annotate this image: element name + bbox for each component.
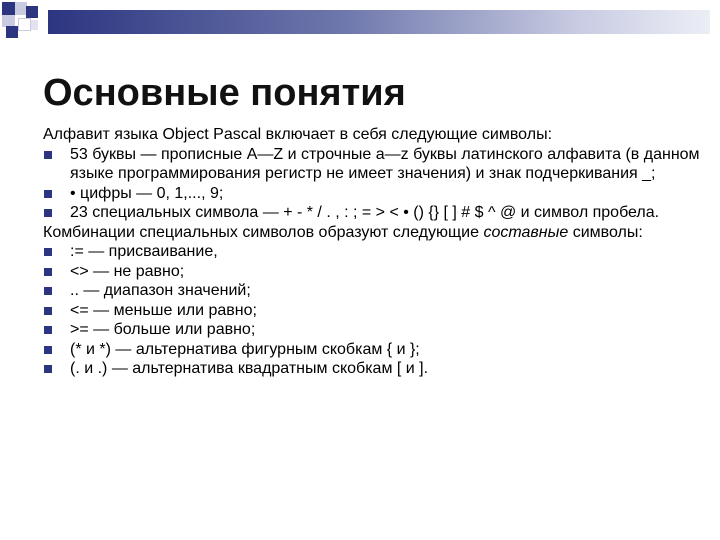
square-bullet-icon: [44, 287, 52, 295]
square-bullet-icon: [44, 268, 52, 276]
square-bullet-icon: [44, 209, 52, 217]
decor-square: [18, 18, 31, 31]
list-item: [43, 281, 713, 301]
slide-body: [43, 125, 713, 379]
title-gradient-bar: [48, 10, 710, 34]
decor-square: [6, 26, 18, 38]
list-item-text: .. — диапазон значений;: [70, 282, 251, 299]
list-item: [43, 262, 713, 282]
decor-square: [2, 2, 15, 15]
list-item: [43, 184, 713, 204]
square-bullet-icon: [44, 326, 52, 334]
list-item: [43, 359, 713, 379]
square-bullet-icon: [44, 190, 52, 198]
list-item-text: 23 специальных символа — + - * / . , : ; = > < • () {} [ ] # $ ^ @ и символ пробела.: [70, 204, 660, 221]
list-item: [43, 340, 713, 360]
slide-title: Основные понятия: [43, 72, 406, 114]
square-bullet-icon: [44, 248, 52, 256]
list-item-text: • цифры — 0, 1,..., 9;: [70, 184, 224, 202]
list-item-text: 53 буквы — прописные A—Z и строчные a—z буквы латинского алфавита (в данном языке программирования регистр не имеет значения) и знак подчеркивания _;: [70, 145, 700, 182]
intro-text: Алфавит языка Object Pascal включает в себя следующие символы:: [43, 126, 553, 143]
list-item-text: <= — меньше или равно;: [70, 301, 257, 319]
list-item: [43, 301, 713, 321]
square-bullet-icon: [44, 365, 52, 373]
square-bullet-icon: [44, 346, 52, 354]
list-item-text: (. и .) — альтернатива квадратным скобкам [ и ].: [70, 360, 429, 377]
square-bullet-icon: [44, 151, 52, 159]
combo-text-start: Комбинации специальных символов образуют следующие: [43, 223, 484, 241]
combo-emphasis: составные: [483, 223, 569, 241]
list-item: [43, 145, 713, 184]
combo-text-end: символы:: [568, 223, 643, 241]
list-item-text: := — присваивание,: [70, 243, 218, 260]
combo-text: [43, 223, 713, 243]
list-item-text: <> — не равно;: [70, 262, 185, 280]
list-item: [43, 320, 713, 340]
list-item: [43, 242, 713, 262]
list-item-text: >= — больше или равно;: [70, 321, 256, 338]
list-item: [43, 203, 713, 223]
decor-square: [26, 6, 38, 18]
square-bullet-icon: [44, 307, 52, 315]
list-item-text: (* и *) — альтернатива фигурным скобкам { и };: [70, 340, 420, 358]
